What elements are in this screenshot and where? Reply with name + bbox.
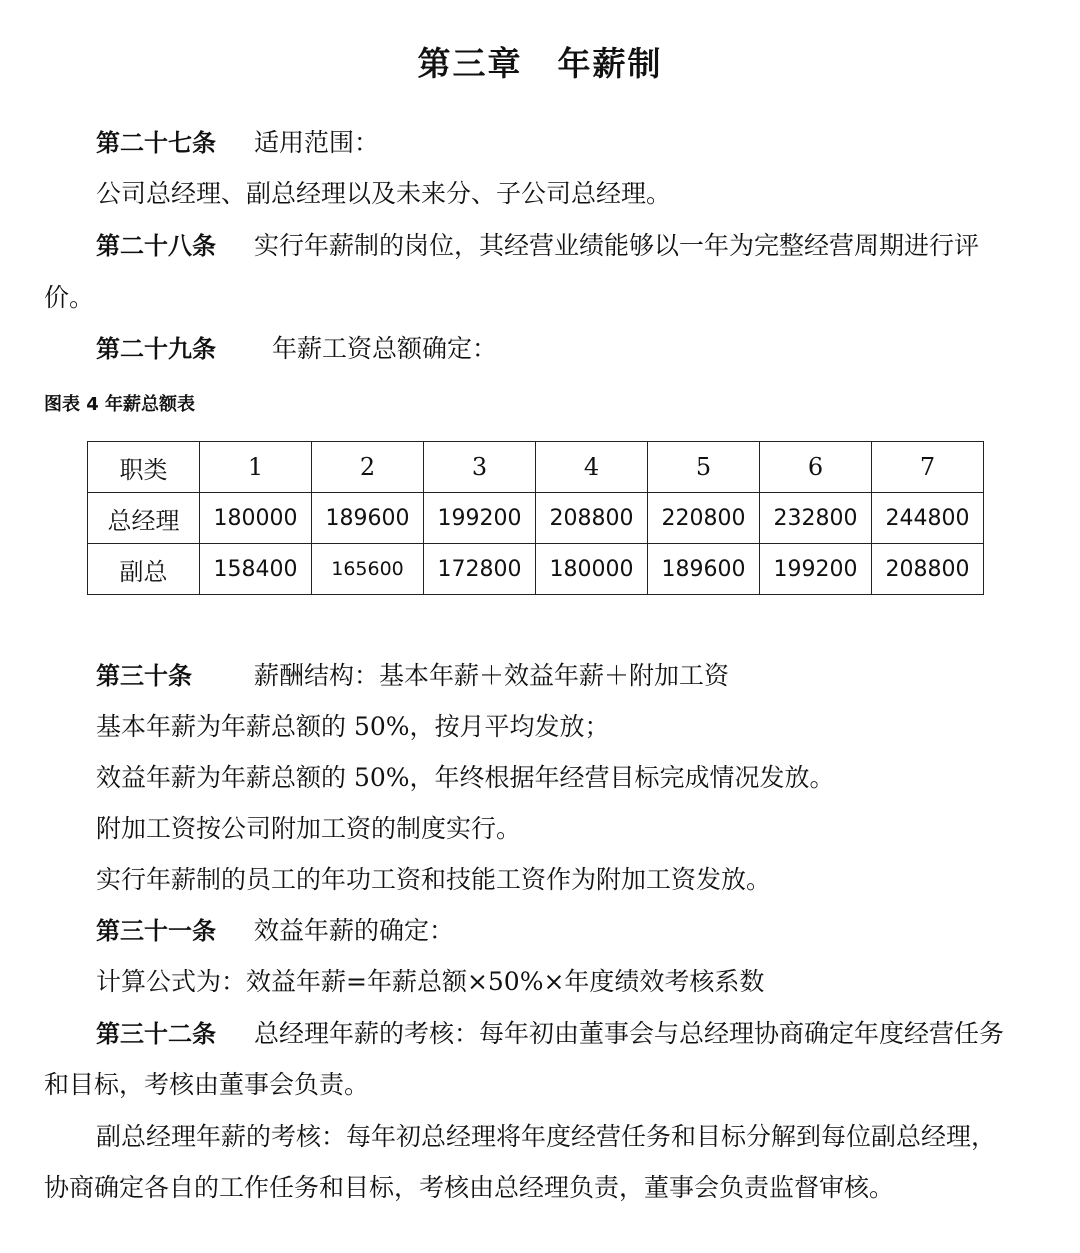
table-caption: 图表 4 年薪总额表 [44,394,196,415]
table-cell: 208800 [536,493,648,544]
article-29 [96,332,497,366]
header-cell: 2 [312,442,424,493]
table-header-row [88,442,984,493]
header-cell: 7 [872,442,984,493]
article-27-label: 第二十七条 [96,129,216,157]
article-28-text: 实行年薪制的岗位，其经营业绩能够以一年为完整经营周期进行评 [254,231,980,260]
article-31-text: 效益年薪的确定： [254,916,455,945]
article-31-formula: 计算公式为：效益年薪=年薪总额×50%×年度绩效考核系数 [96,967,765,996]
header-cell: 4 [536,442,648,493]
chapter-title: 第三章 年薪制 [417,44,663,83]
table-cell: 232800 [760,493,872,544]
header-cell: 职类 [88,442,200,493]
article-30-line: 附加工资按公司附加工资的制度实行。 [96,814,522,843]
table-cell: 165600 [312,544,424,595]
table-cell: 189600 [312,493,424,544]
article-30-text: 薪酬结构：基本年薪＋效益年薪＋附加工资 [254,661,730,690]
article-29-text: 年薪工资总额确定： [272,334,498,363]
row-label: 总经理 [88,493,200,544]
article-32 [96,1017,1004,1051]
table-cell: 208800 [872,544,984,595]
salary-table [87,441,984,595]
table-cell: 244800 [872,493,984,544]
table-cell: 172800 [424,544,536,595]
row-label: 副总 [88,544,200,595]
article-28-label: 第二十八条 [96,232,216,260]
article-32-cont: 和目标，考核由董事会负责。 [44,1070,370,1099]
article-28-cont: 价。 [44,283,95,312]
article-32-label: 第三十二条 [96,1020,216,1048]
article-27 [96,126,379,160]
table-row [88,544,984,595]
header-cell: 6 [760,442,872,493]
table-cell: 199200 [424,493,536,544]
article-32-text: 总经理年薪的考核：每年初由董事会与总经理协商确定年度经营任务 [254,1019,1005,1048]
article-31 [96,914,454,948]
article-30-line: 效益年薪为年薪总额的 50%，年终根据年经营目标完成情况发放。 [96,763,835,792]
article-27-body: 公司总经理、副总经理以及未来分、子公司总经理。 [96,179,672,208]
article-29-label: 第二十九条 [96,335,216,363]
article-30-line: 基本年薪为年薪总额的 50%，按月平均发放； [96,712,610,741]
article-30 [96,659,729,693]
article-27-text: 适用范围： [254,128,380,157]
table-cell: 199200 [760,544,872,595]
article-30-line: 实行年薪制的员工的年功工资和技能工资作为附加工资发放。 [96,865,772,894]
article-32-para2-cont: 协商确定各自的工作任务和目标，考核由总经理负责，董事会负责监督审核。 [44,1173,895,1202]
table-cell: 180000 [200,493,312,544]
table-cell: 158400 [200,544,312,595]
header-cell: 3 [424,442,536,493]
article-31-label: 第三十一条 [96,917,216,945]
article-28 [96,229,979,263]
header-cell: 5 [648,442,760,493]
table-cell: 189600 [648,544,760,595]
article-32-para2: 副总经理年薪的考核：每年初总经理将年度经营任务和目标分解到每位副总经理， [96,1122,997,1151]
table-cell: 220800 [648,493,760,544]
article-30-label: 第三十条 [96,662,192,690]
table-cell: 180000 [536,544,648,595]
table-row [88,493,984,544]
header-cell: 1 [200,442,312,493]
